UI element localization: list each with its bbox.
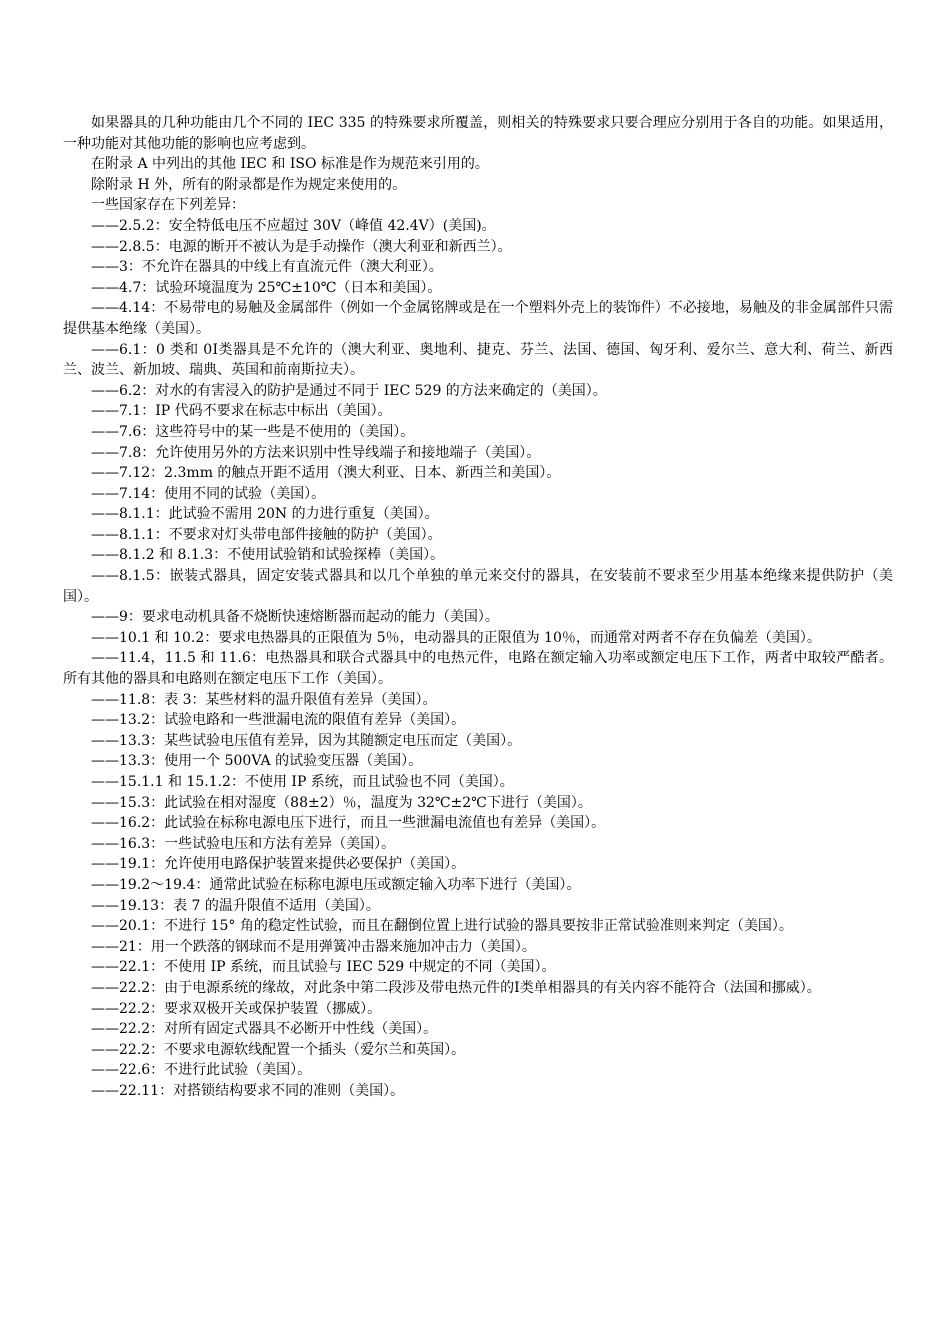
- list-item: ——19.13：表 7 的温升限值不适用（美国）。: [91, 897, 380, 914]
- list-item: ——13.2：试验电路和一些泄漏电流的限值有差异（美国）。: [91, 712, 466, 729]
- list-item: ——6.2：对水的有害浸入的防护是通过不同于 IEC 529 的方法来确定的（美国）。: [91, 382, 607, 399]
- list-item: ——22.2：不要求电源软线配置一个插头（爱尔兰和英国）。: [91, 1041, 466, 1058]
- list-item: ——11.4，11.5 和 11.6：电热器具和联合式器具中的电热元件，电路在额定输入功率或额定电压下工作，两者中取较严酷者。所有其他的器具和电路则在额定电压下工作（美国）。: [63, 650, 893, 688]
- list-item: ——22.1：不使用 IP 系统，而且试验与 IEC 529 中规定的不同（美国）。: [91, 959, 556, 976]
- paragraph: 一些国家存在下列差异：: [91, 197, 245, 214]
- list-item: ——16.2：此试验在标称电源电压下进行，而且一些泄漏电流值也有差异（美国）。: [91, 815, 606, 832]
- list-item: ——7.8：允许使用另外的方法来识别中性导线端子和接地端子（美国）。: [91, 444, 541, 461]
- list-item: ——13.3：某些试验电压值有差异，因为其随额定电压而定（美国）。: [91, 732, 522, 749]
- list-item: ——19.1：允许使用电路保护装置来提供必要保护（美国）。: [91, 856, 466, 873]
- list-item: ——3：不允许在器具的中线上有直流元件（澳大利亚）。: [91, 259, 443, 276]
- list-item: ——11.8：表 3：某些材料的温升限值有差异（美国）。: [91, 691, 437, 708]
- list-item: ——4.14：不易带电的易触及金属部件（例如一个金属铭牌或是在一个塑料外壳上的装饰件）不必接地，易触及的非金属部件只需提供基本绝缘（美国）。: [63, 300, 893, 337]
- list-item: ——9：要求电动机具备不烧断快速熔断器而起动的能力（美国）。: [91, 609, 499, 626]
- list-item: ——8.1.1：此试验不需用 20N 的力进行重复（美国）。: [91, 506, 439, 523]
- list-item: ——13.3：使用一个 500VA 的试验变压器（美国）。: [91, 753, 423, 770]
- list-item: ——22.2：对所有固定式器具不必断开中性线（美国）。: [91, 1021, 438, 1038]
- list-item: ——4.7：试验环境温度为 25℃±10℃（日本和美国）。: [91, 279, 442, 296]
- list-item: ——15.1.1 和 15.1.2：不使用 IP 系统，而且试验也不同（美国）。: [91, 774, 514, 790]
- list-item: ——22.11：对搭锁结构要求不同的准则（美国）。: [91, 1082, 405, 1099]
- paragraph: 除附录 H 外，所有的附录都是作为规定来使用的。: [91, 176, 407, 193]
- list-item: ——7.12：2.3mm 的触点开距不适用（澳大利亚、日本、新西兰和美国）。: [91, 465, 561, 482]
- list-item: ——2.5.2：安全特低电压不应超过 30V（峰值 42.4V）(美国)。: [91, 217, 496, 234]
- list-item: ——22.2：由于电源系统的缘故，对此条中第二段涉及带电热元件的Ⅰ类单相器具的有关内容不能符合（法国和挪威）。: [91, 979, 821, 996]
- paragraph: 如果器具的几种功能由几个不同的 IEC 335 的特殊要求所覆盖，则相关的特殊要求只要合理应分别用于各自的功能。如果适用，一种功能对其他功能的影响也应考虑到。: [63, 115, 893, 152]
- list-item: ——7.14：使用不同的试验（美国）。: [91, 485, 326, 502]
- list-item: ——22.2：要求双极开关或保护装置（挪威）。: [91, 1000, 382, 1017]
- list-item: ——8.1.1：不要求对灯头带电部件接触的防护（美国）。: [91, 526, 442, 543]
- list-item: ——6.1：0 类和 0Ⅰ类器具是不允许的（澳大利亚、奥地利、捷克、芬兰、法国、德国、匈牙利、爱尔兰、意大利、荷兰、新西兰、波兰、新加坡、瑞典、英国和前南斯拉夫）。: [63, 341, 893, 379]
- list-item: ——7.1：IP 代码不要求在标志中标出（美国）。: [91, 403, 392, 420]
- document-body: [63, 113, 893, 1102]
- list-item: ——20.1：不进行 15° 角的稳定性试验，而且在翻倒位置上进行试验的器具要按非正常试验准则来判定（美国）。: [91, 918, 793, 935]
- list-item: ——22.6：不进行此试验（美国）。: [91, 1062, 312, 1079]
- list-item: ——8.1.2 和 8.1.3：不使用试验销和试验探棒（美国）。: [91, 547, 445, 564]
- list-item: ——2.8.5：电源的断开不被认为是手动操作（澳大利亚和新西兰）。: [91, 238, 512, 255]
- list-item: ——21：用一个跌落的钢球而不是用弹簧冲击器来施加冲击力（美国）。: [91, 938, 536, 955]
- list-item: ——19.2～19.4：通常此试验在标称电源电压或额定输入功率下进行（美国）。: [91, 876, 581, 893]
- list-item: ——10.1 和 10.2：要求电热器具的正限值为 5％，电动器具的正限值为 10％，而通常对两者不存在负偏差（美国）。: [91, 629, 821, 646]
- list-item: ——8.1.5：嵌装式器具，固定安装式器具和以几个单独的单元来交付的器具，在安装前不要求至少用基本绝缘来提供防护（美国）。: [63, 568, 893, 605]
- paragraph: 在附录 A 中列出的其他 IEC 和 ISO 标准是作为规范来引用的。: [91, 156, 489, 173]
- list-item: ——7.6：这些符号中的某一些是不使用的（美国）。: [91, 423, 415, 440]
- list-item: ——15.3：此试验在相对湿度（88±2）％，温度为 32℃±2℃下进行（美国）。: [91, 794, 592, 811]
- list-item: ——16.3：一些试验电压和方法有差异（美国）。: [91, 835, 396, 852]
